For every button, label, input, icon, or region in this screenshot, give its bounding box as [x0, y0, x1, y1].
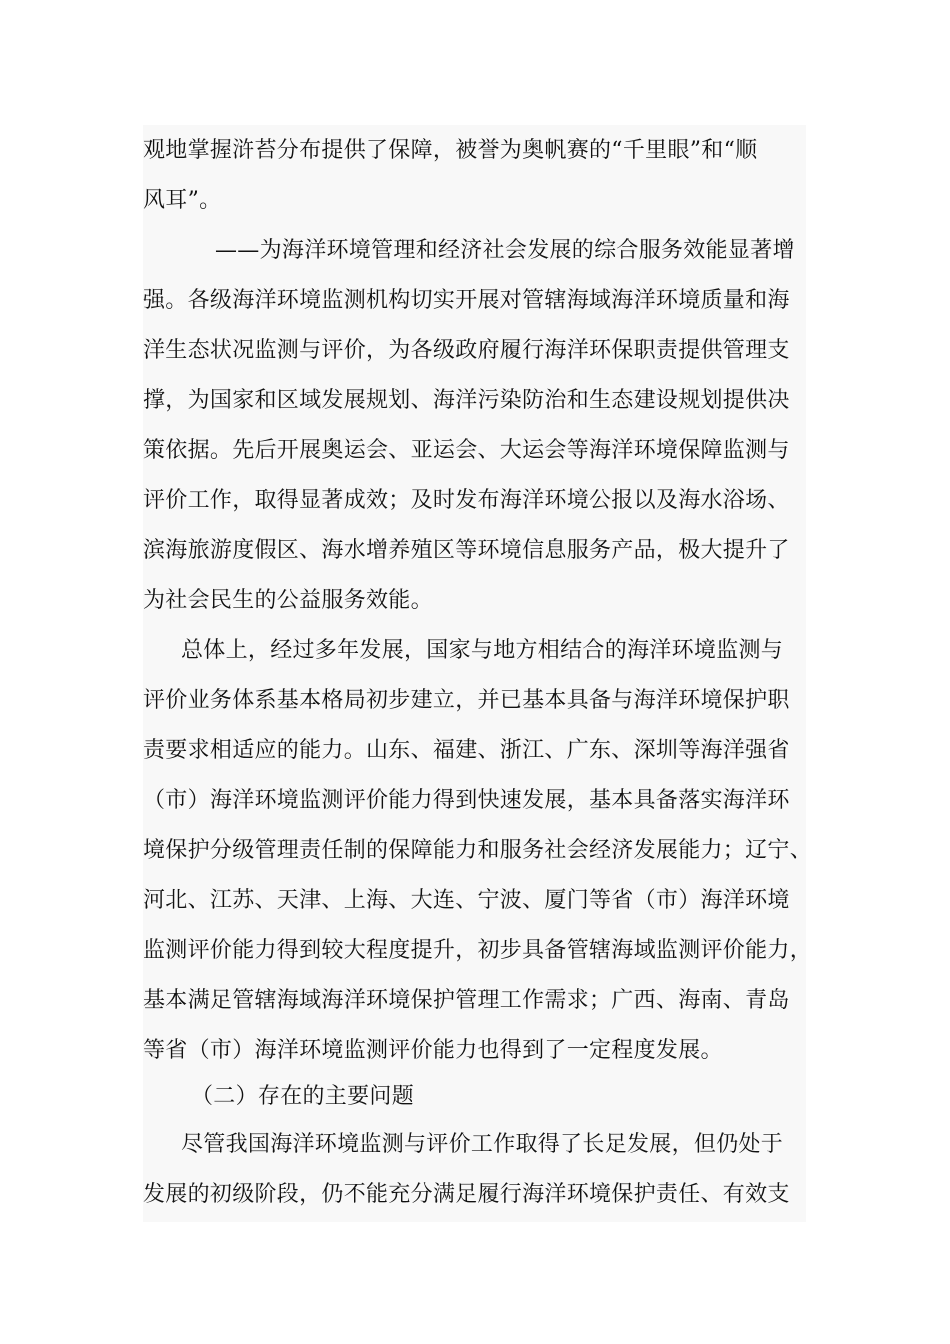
text-line: 评价工作，取得显著成效；及时发布海洋环境公报以及海水浴场、 [143, 488, 790, 513]
text-line: 观地掌握浒苔分布提供了保障，被誉为奥帆赛的“千里眼”和“顺 [143, 138, 758, 163]
text-line: 等省（市）海洋环境监测评价能力也得到了一定程度发展。 [143, 1038, 723, 1063]
text-line: 为社会民生的公益服务效能。 [143, 588, 433, 613]
text-line: 尽管我国海洋环境监测与评价工作取得了长足发展，但仍处于 [181, 1132, 784, 1157]
text-line: 监测评价能力得到较大程度提升，初步具备管辖海域监测评价能力， [143, 938, 813, 963]
text-line: （市）海洋环境监测评价能力得到快速发展，基本具备落实海洋环 [143, 788, 790, 813]
text-line: 评价业务体系基本格局初步建立，并已基本具备与海洋环境保护职 [143, 688, 790, 713]
text-line: 基本满足管辖海域海洋环境保护管理工作需求；广西、海南、青岛 [143, 988, 790, 1013]
text-line: 发展的初级阶段，仍不能充分满足履行海洋环境保护责任、有效支 [143, 1182, 790, 1207]
text-line: 策依据。先后开展奥运会、亚运会、大运会等海洋环境保障监测与 [143, 438, 790, 463]
text-line: 责要求相适应的能力。山东、福建、浙江、广东、深圳等海洋强省 [143, 738, 790, 763]
text-line: 洋生态状况监测与评价，为各级政府履行海洋环保职责提供管理支 [143, 338, 790, 363]
document-body [143, 125, 813, 1222]
text-line: 境保护分级管理责任制的保障能力和服务社会经济发展能力；辽宁、 [143, 838, 813, 863]
section-heading: （二）存在的主要问题 [191, 1084, 415, 1109]
text-line: 风耳”。 [143, 188, 222, 213]
text-line: 河北、江苏、天津、上海、大连、宁波、厦门等省（市）海洋环境 [143, 888, 790, 913]
text-line: 强。各级海洋环境监测机构切实开展对管辖海域海洋环境质量和海 [143, 288, 790, 313]
text-line: 总体上，经过多年发展，国家与地方相结合的海洋环境监测与 [181, 638, 784, 663]
text-line: ——为海洋环境管理和经济社会发展的综合服务效能显著增 [215, 238, 795, 263]
text-line: 撑，为国家和区域发展规划、海洋污染防治和生态建设规划提供决 [143, 388, 790, 413]
text-line: 滨海旅游度假区、海水增养殖区等环境信息服务产品，极大提升了 [143, 538, 790, 563]
